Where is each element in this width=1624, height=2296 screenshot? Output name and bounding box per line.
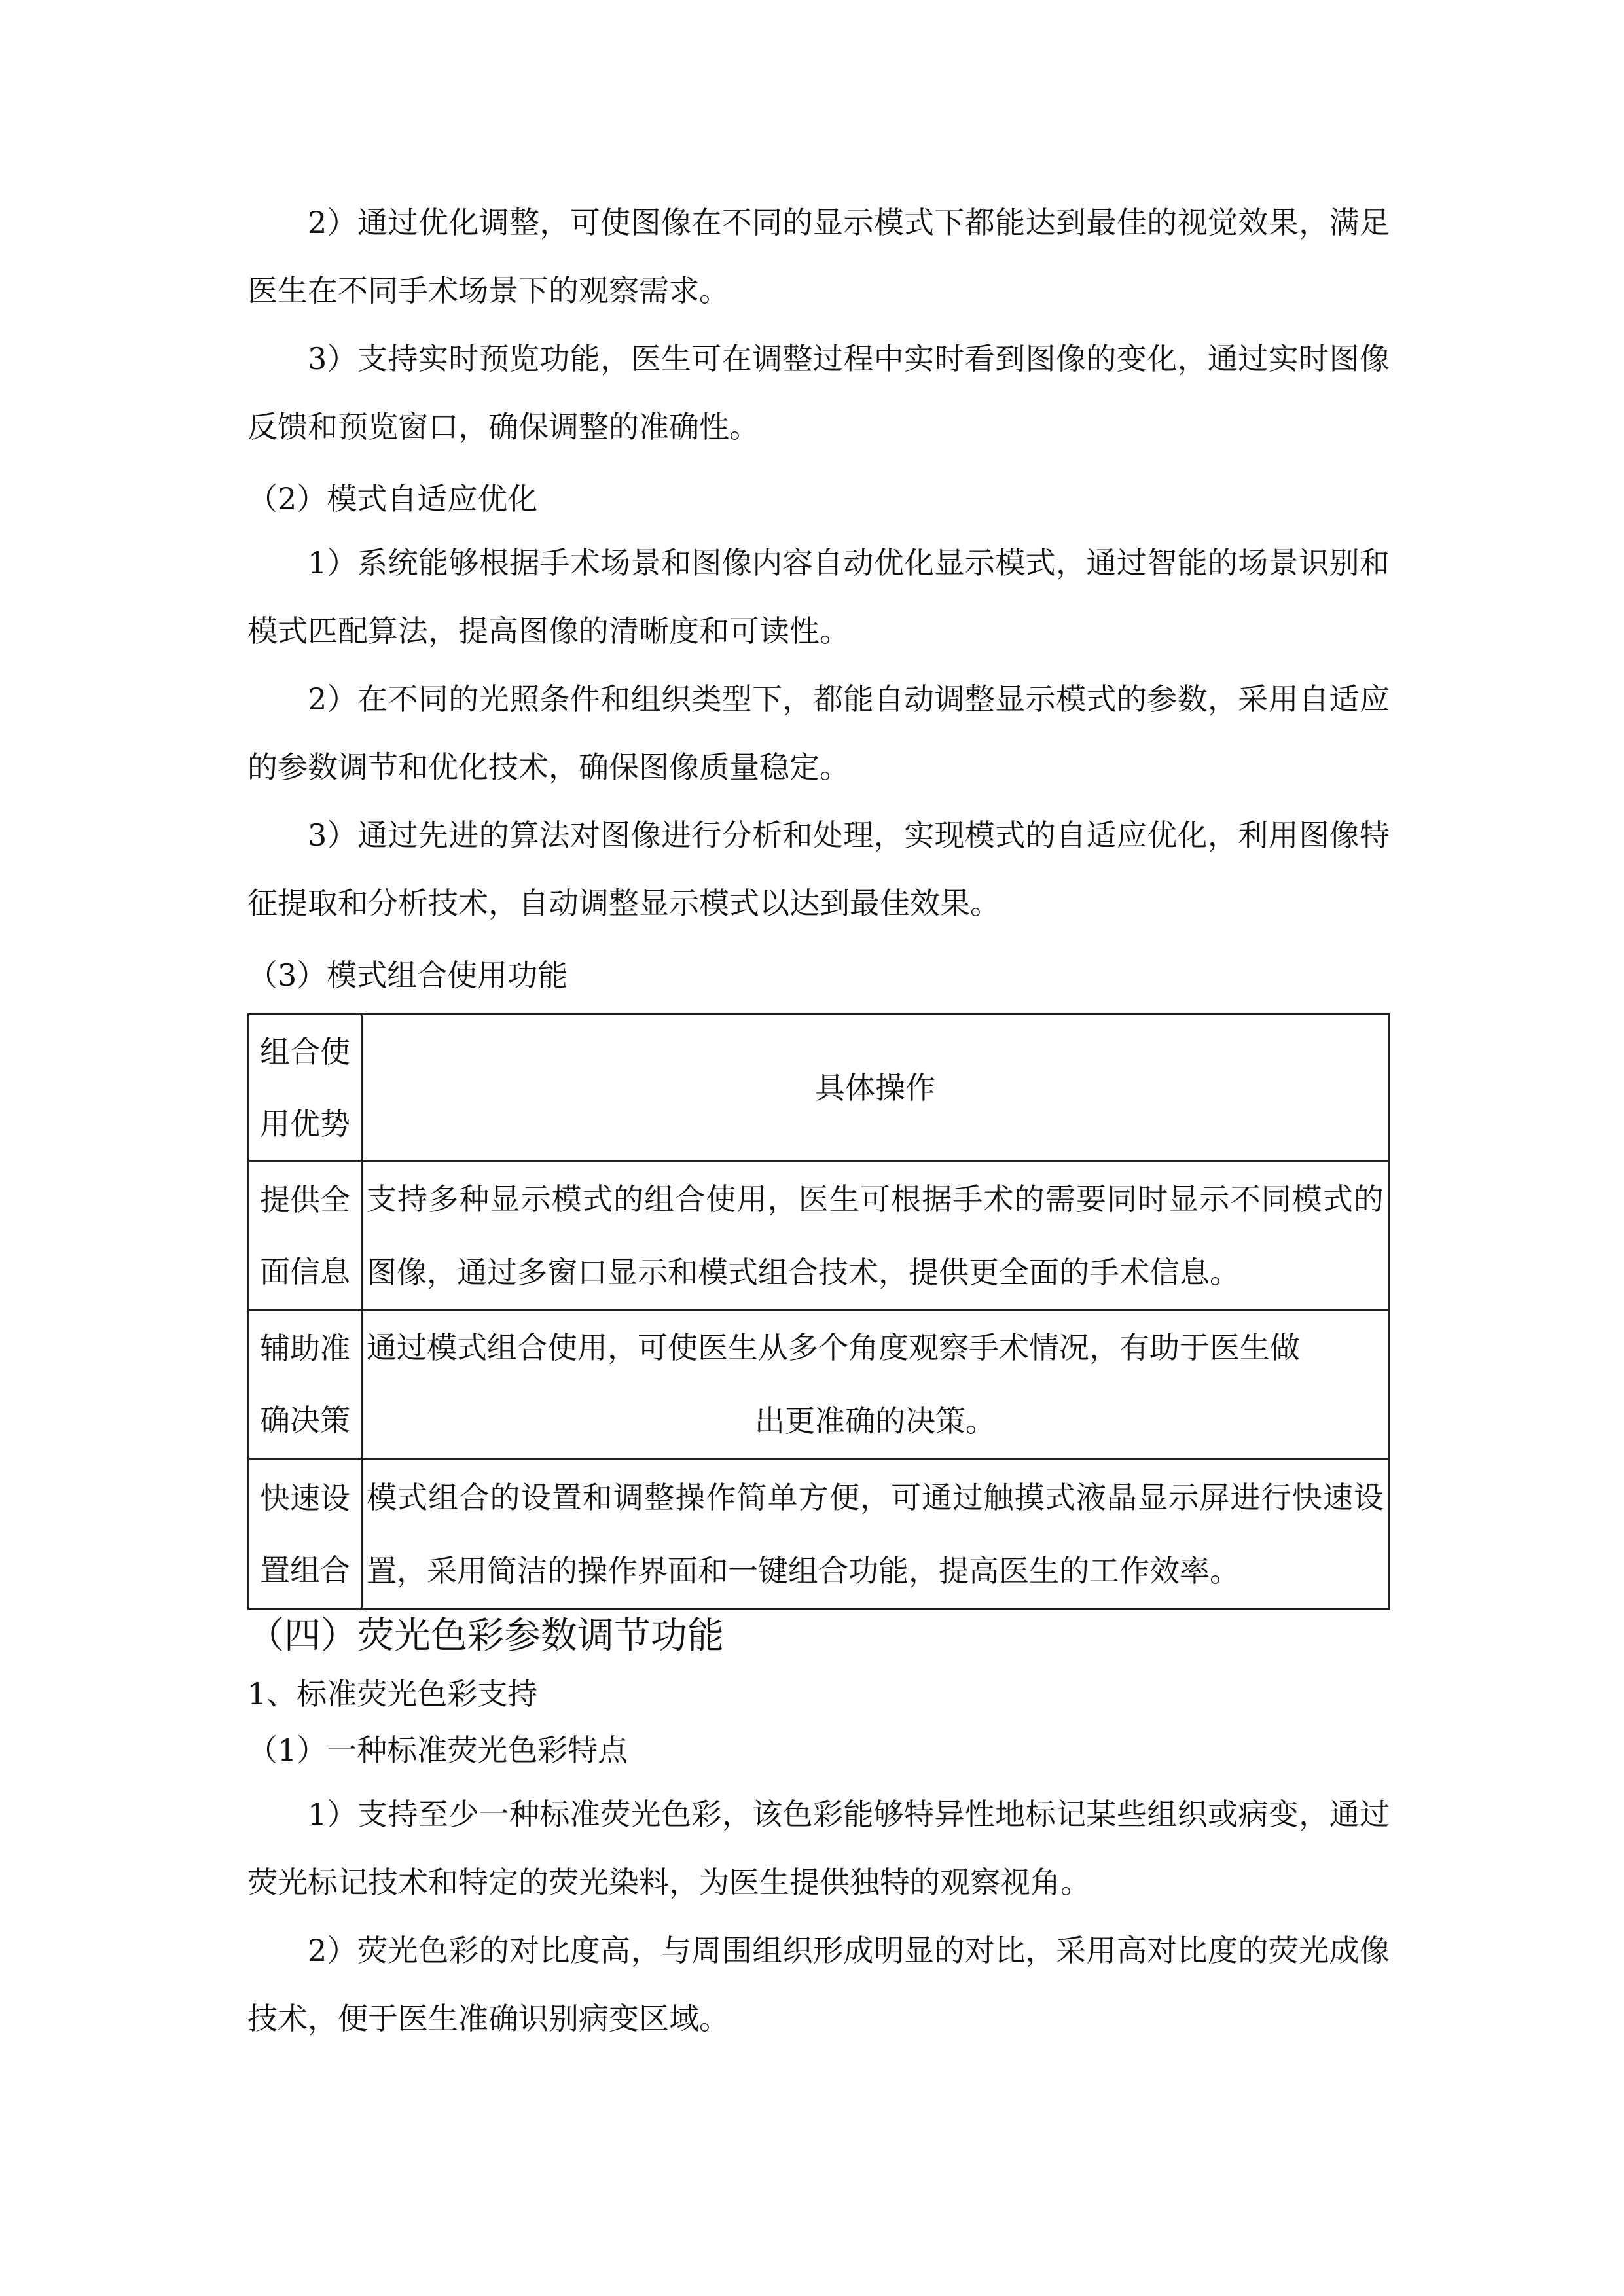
table-row-content: 通过模式组合使用，可使医生从多个角度观察手术情况，有助于医生做 出更准确的决策。 [362, 1310, 1389, 1459]
table-row [249, 1310, 1389, 1459]
chapter-heading-fluorescence: （四）荧光色彩参数调节功能 [247, 1615, 724, 1657]
table-row [249, 1459, 1389, 1609]
paragraph-fluorescence-2: 2）荧光色彩的对比度高，与周围组织形成明显的对比，采用高对比度的荧光成像技术，便于医生准确识别病变区域。 [247, 1933, 1390, 2036]
section-heading-fluorescence-features: （1）一种标准荧光色彩特点 [247, 1732, 628, 1768]
mode-combination-table [247, 1013, 1390, 1610]
table-row [249, 1162, 1389, 1310]
table-row-content: 模式组合的设置和调整操作简单方便，可通过触摸式液晶显示屏进行快速设置，采用简洁的操作界面和一键组合功能，提高医生的工作效率。 [362, 1459, 1389, 1609]
table-header-row [249, 1014, 1389, 1162]
table-row-label: 快速设 置组合 [249, 1459, 362, 1609]
paragraph-adaptive-3: 3）通过先进的算法对图像进行分析和处理，实现模式的自适应优化，利用图像特征提取和分析技术，自动调整显示模式以达到最佳效果。 [247, 817, 1390, 921]
paragraph-adaptive-1: 1）系统能够根据手术场景和图像内容自动优化显示模式，通过智能的场景识别和模式匹配算法，提高图像的清晰度和可读性。 [247, 545, 1390, 649]
section-heading-adaptive-optimization: （2）模式自适应优化 [247, 481, 538, 516]
paragraph-realtime-preview: 3）支持实时预览功能，医生可在调整过程中实时看到图像的变化，通过实时图像反馈和预览窗口，确保调整的准确性。 [247, 341, 1390, 444]
section-heading-mode-combination: （3）模式组合使用功能 [247, 958, 568, 993]
subheading-standard-fluorescence: 1、标准荧光色彩支持 [247, 1676, 538, 1712]
table-header-content: 具体操作 [362, 1014, 1389, 1162]
paragraph-display-mode-optimization: 2）通过优化调整，可使图像在不同的显示模式下都能达到最佳的视觉效果，满足医生在不同手术场景下的观察需求。 [247, 205, 1390, 308]
table-row-label: 辅助准 确决策 [249, 1310, 362, 1459]
table-header-label: 组合使 用优势 [249, 1014, 362, 1162]
table-row-content: 支持多种显示模式的组合使用，医生可根据手术的需要同时显示不同模式的图像，通过多窗口显示和模式组合技术，提供更全面的手术信息。 [362, 1162, 1389, 1310]
table-row-label: 提供全 面信息 [249, 1162, 362, 1310]
paragraph-fluorescence-1: 1）支持至少一种标准荧光色彩，该色彩能够特异性地标记某些组织或病变，通过荧光标记技术和特定的荧光染料，为医生提供独特的观察视角。 [247, 1797, 1390, 1900]
paragraph-adaptive-2: 2）在不同的光照条件和组织类型下，都能自动调整显示模式的参数，采用自适应的参数调节和优化技术，确保图像质量稳定。 [247, 681, 1390, 785]
